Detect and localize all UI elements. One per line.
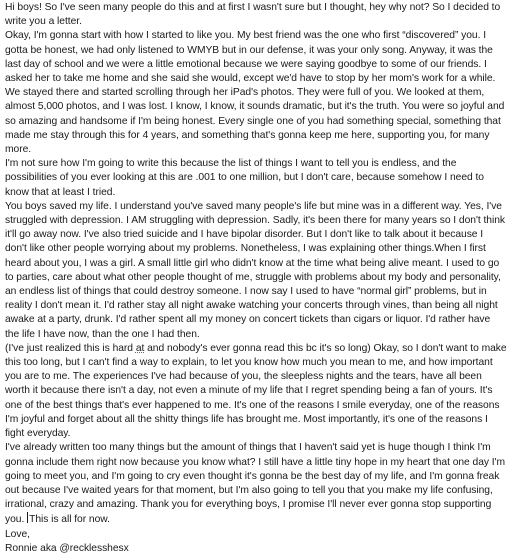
letter-signature: Ronnie aka @recklesshesx bbox=[5, 542, 129, 554]
letter-greeting: Hi boys! So I've seen many people do this and at first I wasn't sure but I thought, hey why not? So I decided to write you a letter. bbox=[5, 2, 501, 28]
letter-closing: Love, bbox=[5, 528, 30, 540]
letter-paragraph-endless-list: I'm not sure how I'm going to write this because the list of things I want to tell you is endless, and the possibilities of you ever looking at this are .001 to one million, but I don't care, because somehow I need to know that at least I tried. bbox=[5, 158, 484, 198]
letter-paragraph-saved-my-life: You boys saved my life. I understand you've saved many people's life but mine was in a different way. Yes, I've struggled with depression. I AM struggling with depression. Sadly, it's been there for many years so I don't think it'll go away now. I've also tried suicide and I have bipolar disorder. But I don't like to talk about it because I don't like other people worrying about my problems. Nonetheless, I was explaining other things.When I first heard about you, I was a girl. A small little girl who didn't know at the time what being alive meant. I used to go to parties, care about what other people thought of me, struggle with problems about my body and personality, an endless list of things that could destroy someone. I now say I used to have “normal girl” problems, but in reality I don't mean it. I'd rather stay all night awake watching your concerts through vines, than being all night awake at a party, drunk. I'd rather spent all my money on concert tickets than cigars or liquor. I'd rather have the life I have now, than the one I had then. bbox=[5, 200, 505, 340]
letter-paragraph-importance bbox=[5, 342, 507, 441]
letter-paragraph-hope bbox=[5, 441, 507, 527]
spellcheck-underlined-word: at bbox=[135, 342, 145, 354]
text-cursor[interactable] bbox=[27, 512, 28, 523]
text-run: and nobody's ever gonna read this bc it's so long) Okay, so I don't want to make this too long, but I can't find a way to explain, to let you know how much you mean to me, and how important you are to me. The experiences I've had because of you, the sleepless nights and the tears, have all been worth it because there isn't a day, not even a minute of my life that I regret spending being a fan of yours. It's one of the best things that's ever happened to me. It's one of the reasons I smile everyday, one of the reasons I'm joyful and forget about all the shitty things life has brought me. Most importantly, it's one of the reasons I fight everyday. bbox=[5, 342, 507, 440]
text-run: I've already written too many things but the amount of things that I haven't said yet is huge though I think I'm gonna include them right now because you know what? I still have a little tiny hope in my heart that one day I'm going to meet you, and I'm going to cry even thought it's gonna be the best day of my life, and I'm gonna freak out because I've waited years for that moment, but I'm also going to tell you that you make my life confusing, irrational, crazy and amazing. Thank you for everything boys, I promise I'll never ever gonna stop supporting you. bbox=[5, 442, 506, 526]
text-run: (I've just realized this is hard bbox=[5, 342, 136, 354]
text-run: This is all for now. bbox=[29, 514, 110, 526]
letter-paragraph-discovery: Okay, I'm gonna start with how I started to like you. My best friend was the one who first “discovered” you. I gotta be honest, we had only listened to WMYB but in our defense, it was your only song. Anyway, it was the last day of school and we were a little emotional because we were saying goodbye to some of our friends. I asked her to take me home and she said she would, except we'd have to stop by her mom's work for a while. We stayed there and started scrolling through her iPad's photos. They were full of you. We looked at them, almost 5,000 photos, and I was lost. I know, I know, it sounds dramatic, but it's the truth. You were so joyful and so amazing and handsome if I'm being honest. Every single one of you had something special, something that made me stay through this for 4 years, and something that's gonna keep me here, supporting you, for many more. bbox=[5, 30, 505, 156]
